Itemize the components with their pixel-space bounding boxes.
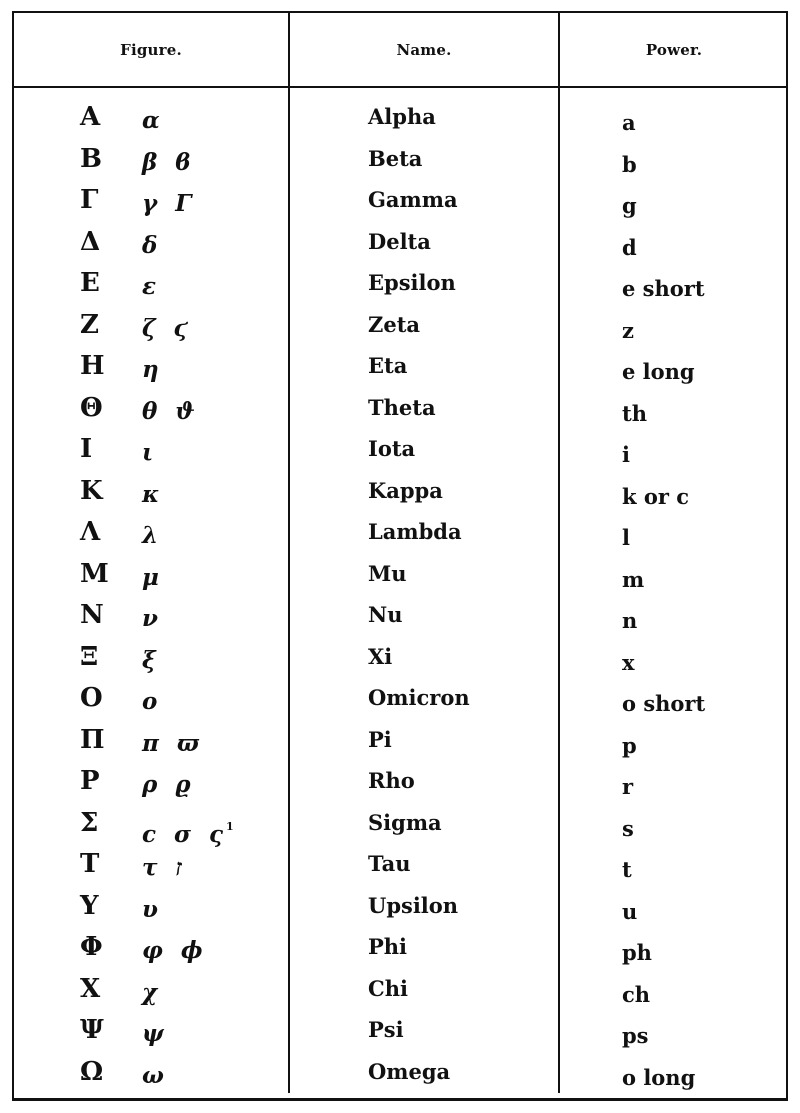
capital-letter: Κ [80, 475, 103, 506]
letter-name: Lambda [368, 519, 462, 544]
small-letter-text: τ ז [142, 854, 182, 881]
capital-letter: Η [80, 351, 105, 381]
table-row [14, 475, 786, 517]
small-letter-forms [142, 1056, 282, 1098]
letter-name: Mu [368, 560, 407, 586]
letter-name: Xi [368, 643, 393, 669]
letter-name: Alpha [368, 104, 436, 129]
small-letter-forms [142, 807, 282, 849]
small-letter-forms [142, 309, 282, 351]
capital-letter: Α [80, 102, 101, 132]
table-row [14, 433, 786, 475]
small-letter-forms [142, 184, 282, 226]
capital-letter: Σ [80, 807, 99, 838]
letter-power: u [622, 898, 638, 924]
small-letter-text: υ [142, 895, 158, 923]
small-letter-forms [142, 641, 282, 683]
letter-name: Omega [368, 1058, 451, 1084]
letter-power: e long [622, 359, 695, 384]
table-row [14, 1014, 786, 1056]
small-letter-text: π ϖ [142, 729, 199, 757]
small-letter-text: χ [142, 978, 158, 1006]
letter-name: Chi [368, 975, 408, 1001]
small-letter-forms [142, 848, 282, 890]
small-letter-forms [142, 475, 282, 517]
capital-letter: Ι [80, 434, 93, 464]
small-letter-text: ξ [142, 646, 156, 674]
capital-letter: Ε [80, 268, 100, 298]
capital-letter: Μ [80, 558, 109, 589]
table-row [14, 765, 786, 807]
small-letter-text: φ ϕ [142, 937, 203, 964]
letter-name: Zeta [368, 311, 420, 337]
footnote-marker: 1 [225, 819, 234, 833]
small-letter-text: δ [142, 231, 158, 259]
small-letter-text: ζ ϛ [142, 314, 188, 342]
capital-letter: Τ [80, 849, 100, 879]
letter-name: Tau [368, 851, 411, 876]
letter-power: l [622, 525, 630, 550]
small-letter-text: ι [142, 439, 154, 466]
letter-name: Beta [368, 145, 423, 171]
letter-name: Epsilon [368, 270, 456, 295]
capital-letter: Ζ [80, 309, 99, 340]
small-letter-forms [142, 599, 282, 641]
letter-name: Iota [368, 436, 416, 461]
small-letter-forms [142, 558, 282, 600]
small-letter-text: λ [142, 522, 159, 549]
small-letter-text: γ Γ [142, 190, 192, 217]
letter-power: x [622, 649, 635, 675]
small-letter-text: μ [142, 563, 159, 591]
letter-power: ps [622, 1023, 649, 1048]
small-letter-text: ω [142, 1061, 164, 1089]
letter-name: Omicron [368, 685, 470, 710]
small-letter-text: ν [142, 605, 158, 632]
small-letter-forms [142, 226, 282, 268]
table-header-row [14, 13, 786, 88]
letter-power: s [622, 815, 634, 841]
letter-name: Psi [368, 1017, 404, 1042]
small-letter-forms [142, 973, 282, 1015]
small-letter-forms [142, 392, 282, 434]
small-letter-text: β ϐ [142, 148, 191, 176]
small-letter-text: κ [142, 480, 160, 508]
table-row [14, 516, 786, 558]
letter-name: Pi [368, 726, 392, 752]
header-figure: Figure. [120, 40, 182, 59]
small-letter-text: α [142, 107, 160, 134]
letter-power: r [622, 774, 634, 799]
small-letter-forms [142, 143, 282, 185]
capital-letter: Ο [80, 683, 103, 713]
small-letter-text: ψ [142, 1020, 164, 1047]
table-row [14, 143, 786, 185]
table-row [14, 101, 786, 143]
letter-power: th [622, 400, 647, 426]
header-name: Name. [396, 40, 452, 59]
letter-power: o short [622, 691, 706, 716]
letter-power: e short [622, 276, 705, 301]
small-letter-text: ο [142, 688, 158, 715]
letter-name: Theta [368, 394, 436, 420]
small-letter-forms [142, 931, 282, 973]
capital-letter: Υ [80, 890, 99, 921]
capital-letter: Ρ [80, 766, 100, 796]
letter-name: Rho [368, 768, 415, 793]
capital-letter: Ω [80, 1056, 104, 1087]
table-row [14, 931, 786, 973]
letter-power: g [622, 193, 637, 218]
capital-letter: Θ [80, 392, 103, 423]
small-letter-forms [142, 890, 282, 932]
letter-power: ch [622, 981, 651, 1007]
letter-name: Kappa [368, 477, 443, 503]
table-row [14, 309, 786, 351]
table-row [14, 848, 786, 890]
small-letter-text: η [142, 356, 159, 383]
letter-power: m [622, 566, 645, 592]
letter-power: ph [622, 940, 652, 965]
letter-power: k or c [622, 483, 690, 509]
table-row [14, 226, 786, 268]
table-row [14, 890, 786, 932]
table-row [14, 641, 786, 683]
table-row [14, 973, 786, 1015]
letter-name: Upsilon [368, 892, 459, 918]
table-row [14, 350, 786, 392]
capital-letter: Γ [80, 185, 99, 215]
table-row [14, 558, 786, 600]
letter-power: a [622, 110, 636, 135]
small-letter-text: θ ϑ [142, 397, 195, 425]
small-letter-forms [142, 433, 282, 475]
letter-power: z [622, 317, 634, 343]
small-letter-forms [142, 516, 282, 558]
letter-name: Nu [368, 602, 403, 627]
letter-power: p [622, 732, 637, 758]
letter-power: d [622, 234, 637, 260]
letter-name: Eta [368, 353, 408, 378]
capital-letter: Β [80, 143, 102, 174]
letter-power: t [622, 857, 632, 882]
small-letter-forms [142, 682, 282, 724]
capital-letter: Χ [80, 973, 101, 1004]
letter-name: Gamma [368, 187, 458, 212]
greek-alphabet-table [12, 11, 788, 1101]
table-row [14, 682, 786, 724]
letter-name: Delta [368, 228, 431, 254]
capital-letter: Ψ [80, 1015, 104, 1045]
table-row [14, 724, 786, 766]
table-row [14, 807, 786, 849]
small-letter-forms [142, 350, 282, 392]
small-letter-forms [142, 1014, 282, 1056]
small-letter-forms [142, 724, 282, 766]
table-body [14, 101, 786, 1097]
letter-power: n [622, 608, 638, 633]
letter-power: o long [622, 1064, 696, 1090]
capital-letter: Ν [80, 600, 104, 630]
small-letter-forms [142, 267, 282, 309]
small-letter-text: ε [142, 273, 156, 300]
letter-power: i [622, 442, 630, 467]
capital-letter: Λ [80, 517, 101, 547]
capital-letter: Ξ [80, 641, 99, 672]
small-letter-forms [142, 101, 282, 143]
table-row [14, 267, 786, 309]
letter-name: Phi [368, 934, 408, 959]
table-row [14, 184, 786, 226]
capital-letter: Φ [80, 932, 103, 962]
table-row [14, 599, 786, 641]
capital-letter: Δ [80, 226, 101, 257]
header-power: Power. [645, 40, 703, 59]
letter-name: Sigma [368, 809, 442, 835]
table-row [14, 1056, 786, 1098]
small-letter-text: ϲ σ ς [142, 820, 223, 848]
capital-letter: Π [80, 724, 105, 755]
table-row [14, 392, 786, 434]
letter-power: b [622, 151, 637, 177]
small-letter-forms [142, 765, 282, 807]
small-letter-text: ρ ϱ [142, 771, 191, 798]
